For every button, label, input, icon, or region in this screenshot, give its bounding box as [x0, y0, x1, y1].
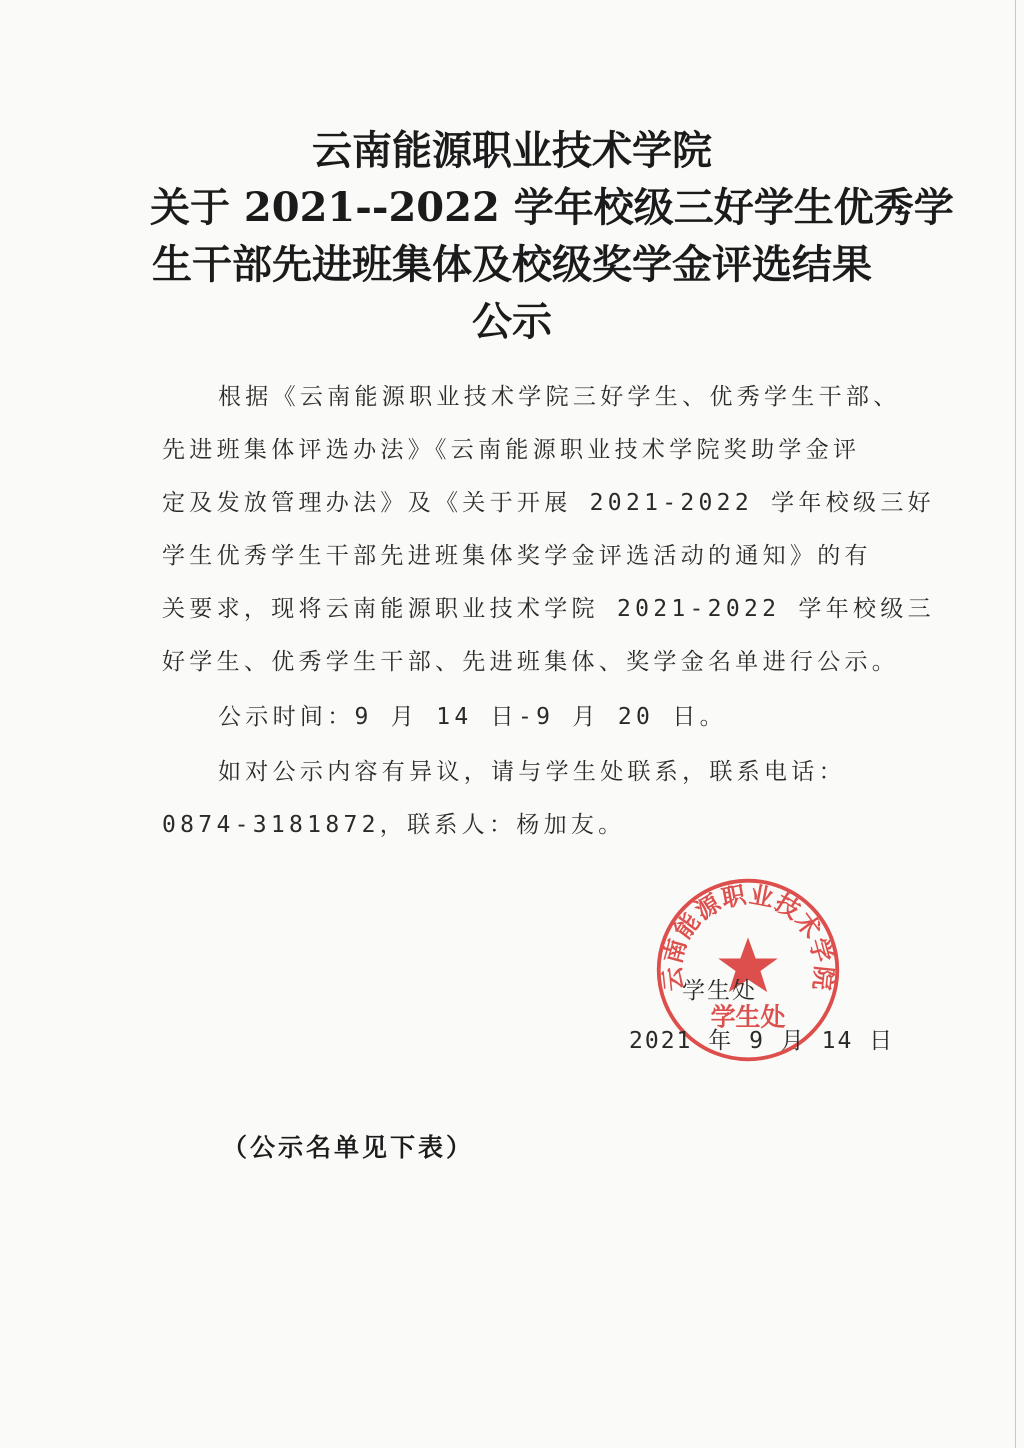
- body-line: 学生优秀学生干部先进班集体奖学金评选活动的通知》的有: [162, 543, 872, 569]
- title-line: 关于 2021--2022 学年校级三好学生优秀学: [150, 184, 954, 231]
- list-note: （公示名单见下表）: [222, 1133, 475, 1162]
- body-line: 定及发放管理办法》及《关于开展 2021-2022 学年校级三好: [162, 490, 935, 516]
- body-line: 好学生、优秀学生干部、先进班集体、奖学金名单进行公示。: [162, 649, 900, 675]
- signature-department: 学生处: [682, 978, 757, 1004]
- scan-edge-line: [1015, 0, 1016, 1448]
- document-title: [150, 122, 954, 350]
- publicity-period: 公示时间：9 月 14 日-9 月 20 日。: [218, 704, 727, 730]
- title-line: 生干部先进班集体及校级奖学金评选结果: [152, 241, 872, 288]
- svg-text:云南能源职业技术学院: 云南能源职业技术学院: [657, 880, 839, 993]
- signature-date: 2021 年 9 月 14 日: [629, 1028, 895, 1054]
- body-line: 根据《云南能源职业技术学院三好学生、优秀学生干部、: [218, 384, 901, 410]
- title-line: 公示: [472, 298, 552, 345]
- svg-text:学生处: 学生处: [710, 1002, 786, 1032]
- title-line: 云南能源职业技术学院: [312, 127, 712, 174]
- body-line: 先进班集体评选办法》《云南能源职业技术学院奖助学金评: [162, 437, 861, 463]
- body-line: 关要求，现将云南能源职业技术学院 2021-2022 学年校级三: [162, 596, 935, 622]
- body-line: 如对公示内容有异议，请与学生处联系，联系电话：: [218, 759, 846, 785]
- contact-info: 0874-3181872，联系人：杨加友。: [162, 812, 626, 838]
